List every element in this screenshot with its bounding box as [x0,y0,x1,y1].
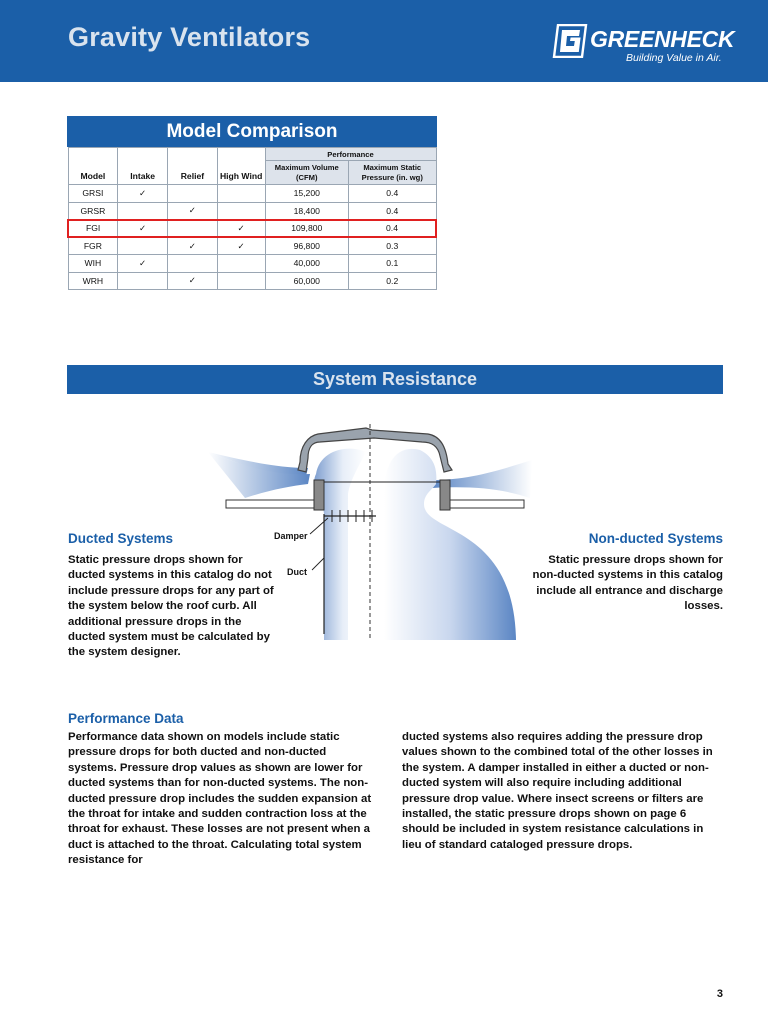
cell-max-volume: 40,000 [265,255,349,273]
cell-intake: ✓ [118,255,168,273]
cell-high-wind: ✓ [217,220,265,238]
cell-model: WRH [68,272,118,290]
cell-relief: ✓ [168,272,218,290]
cell-max-volume: 60,000 [265,272,349,290]
greenheck-logo-icon [552,24,588,58]
col-header-relief: Relief [168,148,218,185]
cell-high-wind [217,185,265,203]
cell-intake [118,272,168,290]
cell-intake [118,202,168,220]
damper-blades [324,510,376,522]
col-header-performance: Performance [265,148,436,161]
cell-relief: ✓ [168,202,218,220]
logo-wordmark: GREENHECK [590,26,735,52]
cell-intake: ✓ [118,185,168,203]
cell-model: FGI [68,220,118,238]
page-number: 3 [716,988,723,1000]
cell-intake [118,237,168,255]
table-row [68,202,436,220]
cell-max-static: 0.2 [349,272,436,290]
table-row [68,272,436,290]
col-header-model: Model [68,148,118,185]
cell-max-static: 0.1 [349,255,436,273]
cell-relief [168,185,218,203]
cell-relief: ✓ [168,237,218,255]
performance-data-col1: Performance data shown on models include static pressure drops for both ducted and non-ducted systems. Pressure drop values as shown are lower for ducted systems than for non-ducted systems. The non-ducted pressure drop includes the sudden expansion at the throat for intake and sudden contraction loss at the throat for exhaust. These losses are not present when a duct is attached to the throat. Calculating total system resistance for [68,731,372,867]
cell-max-volume: 109,800 [265,220,349,238]
cell-intake: ✓ [118,220,168,238]
col-header-intake: Intake [118,148,168,185]
ducted-systems-text: Static pressure drops shown for ducted systems in this catalog do not include pressure drops for any part of the system below the roof curb. All additional pressure drops in the ducted system must be calculated by the system designer. [68,554,274,659]
cell-max-volume: 18,400 [265,202,349,220]
damper-label: Damper [274,531,308,541]
model-comparison-table [67,147,437,290]
cell-max-volume: 96,800 [265,237,349,255]
cell-max-static: 0.4 [349,202,436,220]
performance-data-heading: Performance Data [68,711,184,726]
cell-max-static: 0.4 [349,185,436,203]
model-comparison-title: Model Comparison [67,116,437,147]
col-header-max-static: Maximum Static Pressure (in. wg) [349,161,436,185]
cell-high-wind [217,272,265,290]
non-ducted-systems-heading: Non-ducted Systems [588,531,723,546]
duct-label: Duct [287,567,307,577]
ducted-systems-heading: Ducted Systems [68,531,174,546]
logo-tagline: Building Value in Air. [626,52,722,64]
cell-relief [168,255,218,273]
greenheck-logo [552,24,735,66]
model-comparison [67,116,437,290]
cell-model: GRSR [68,202,118,220]
performance-data-col2: ducted systems also requires adding the pressure drop values shown to the combined total of the other losses in the system. A damper installed in either a ducted or non-ducted system will also require including additional pressure drop value. Where insect screens or filters are installed, the static pressure drops shown on page 6 should be included in system resistance calculations in lieu of standard cataloged pressure drops. [402,731,713,851]
table-row [68,220,436,238]
cell-max-static: 0.3 [349,237,436,255]
table-row [68,255,436,273]
model-comparison-body [68,185,436,290]
cell-high-wind [217,255,265,273]
col-header-max-volume: Maximum Volume (CFM) [265,161,349,185]
header-band [0,0,768,82]
cell-high-wind [217,202,265,220]
system-resistance-title: System Resistance [67,365,723,394]
table-row [68,185,436,203]
cell-max-volume: 15,200 [265,185,349,203]
page-title: Gravity Ventilators [68,22,311,52]
non-ducted-systems-text: Static pressure drops shown for non-ducted systems in this catalog include all entrance and discharge losses. [532,554,723,613]
cell-model: WIH [68,255,118,273]
cell-high-wind: ✓ [217,237,265,255]
cell-max-static: 0.4 [349,220,436,238]
col-header-high-wind: High Wind [217,148,265,185]
cell-model: FGR [68,237,118,255]
cell-relief [168,220,218,238]
table-row [68,237,436,255]
cell-model: GRSI [68,185,118,203]
